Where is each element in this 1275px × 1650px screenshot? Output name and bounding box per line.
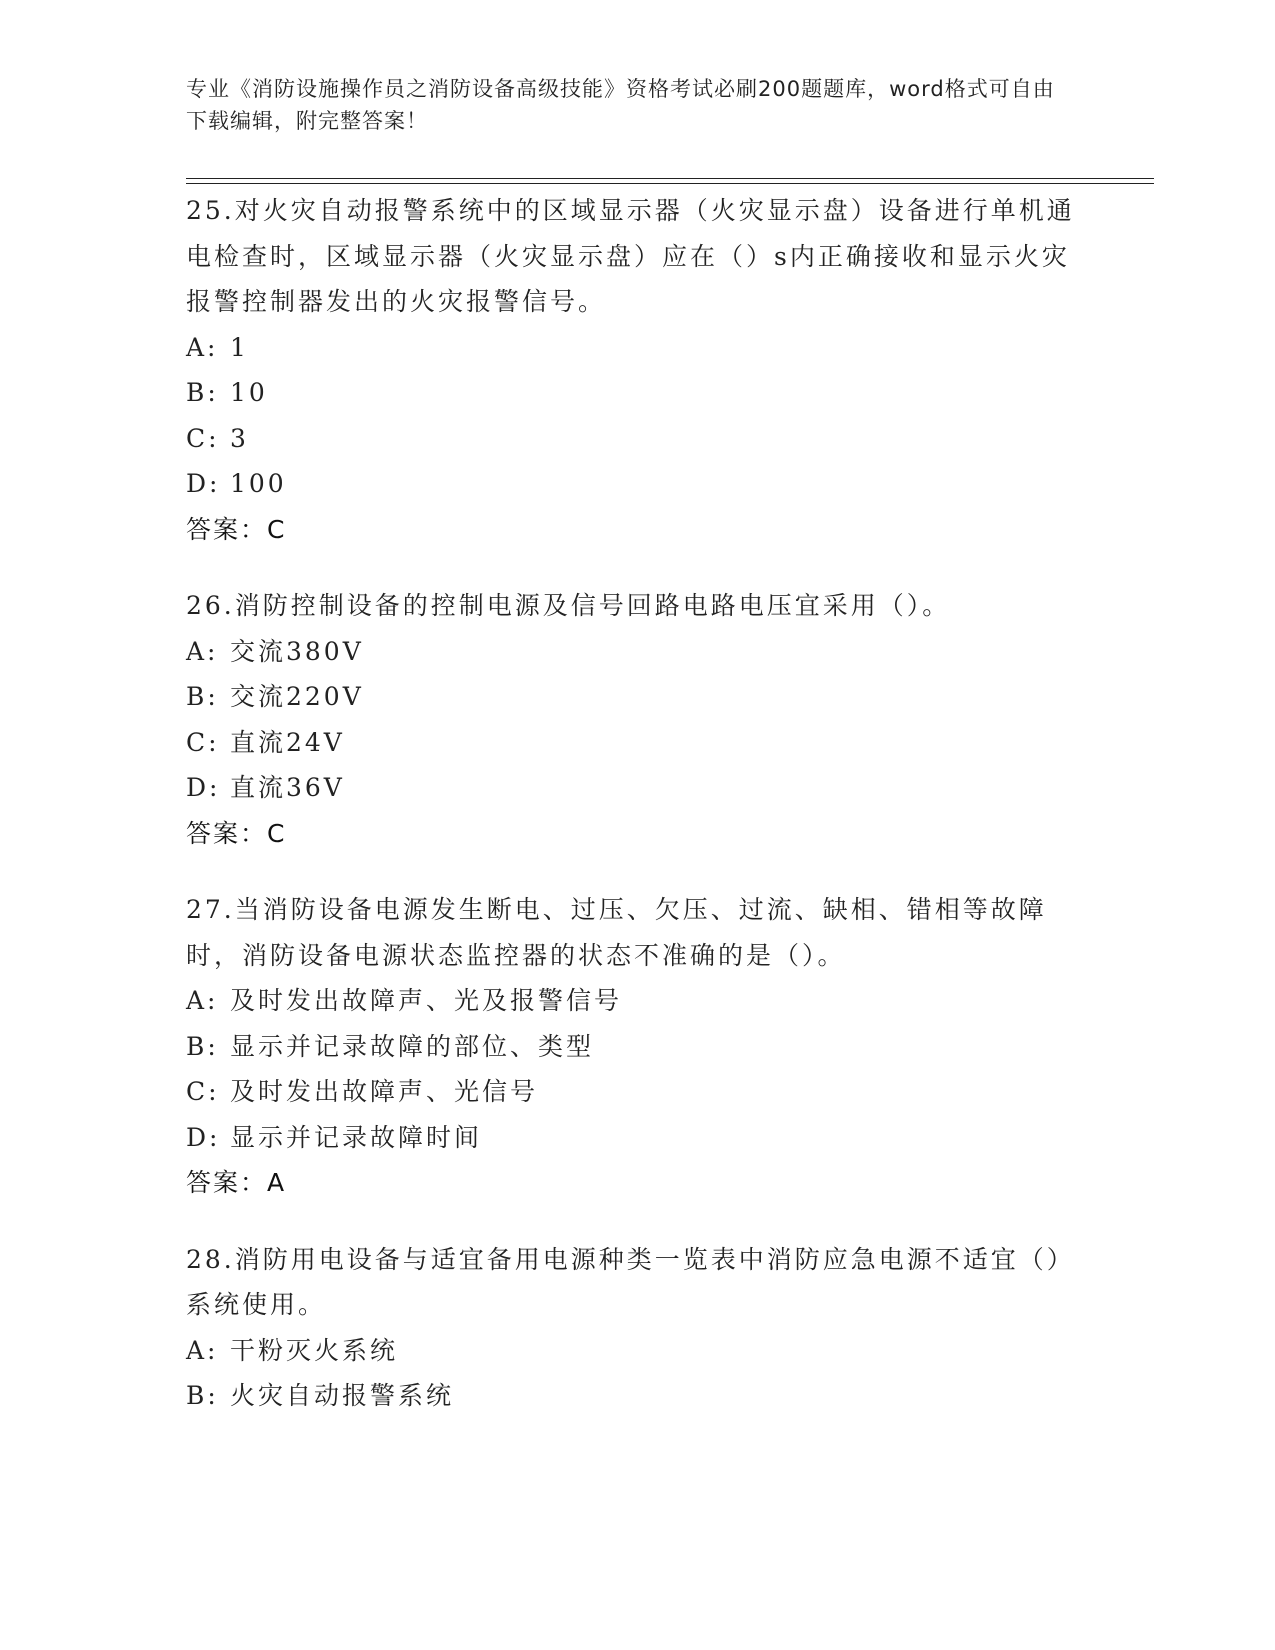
option-key: C: xyxy=(186,727,220,757)
option-key: B: xyxy=(186,682,219,711)
question-stem: 28.消防用电设备与适宜备用电源种类一览表中消防应急电源不适宜（）系统使用。 xyxy=(186,1244,1075,1319)
option-b xyxy=(186,674,1086,720)
option-text: 显示并记录故障时间 xyxy=(230,1122,483,1152)
answer-label: 答案：A xyxy=(186,1168,287,1197)
option-text: 干粉灭火系统 xyxy=(230,1335,399,1365)
option-d xyxy=(186,765,1086,811)
option-b xyxy=(186,1024,1086,1070)
option-text: 100 xyxy=(230,469,287,498)
answer-label: 答案：C xyxy=(186,514,287,544)
option-text: 1 xyxy=(230,332,249,362)
option-key: D: xyxy=(186,1122,221,1152)
option-key: C: xyxy=(186,423,220,453)
option-key: D: xyxy=(186,469,221,498)
option-text: 直流36V xyxy=(230,773,345,802)
option-text: 火灾自动报警系统 xyxy=(230,1381,455,1410)
option-key: A: xyxy=(186,636,219,666)
document-header: 专业《消防设施操作员之消防设备高级技能》资格考试必刷200题题库，word格式可自由下载编辑，附完整答案！ xyxy=(186,77,1055,133)
question-stem: 25.对火灾自动报警系统中的区域显示器（火灾显示盘）设备进行单机通电检查时，区域显示器（火灾显示盘）应在（）s内正确接收和显示火灾报警控制器发出的火灾报警信号。 xyxy=(186,196,1075,316)
question-stem: 27.当消防设备电源发生断电、过压、欠压、过流、缺相、错相等故障时，消防设备电源状态监控器的状态不准确的是（）。 xyxy=(186,895,1047,970)
answer-label: 答案：C xyxy=(186,818,287,848)
option-key: B: xyxy=(186,1381,219,1410)
question-28 xyxy=(186,1237,1086,1419)
option-key: A: xyxy=(186,1335,219,1365)
option-text: 10 xyxy=(230,378,268,407)
option-d xyxy=(186,461,1086,507)
option-a xyxy=(186,629,1086,675)
header-divider-top xyxy=(186,178,1154,179)
option-text: 交流380V xyxy=(230,636,364,666)
option-key: C: xyxy=(186,1077,220,1106)
option-a xyxy=(186,978,1086,1024)
option-text: 直流24V xyxy=(230,727,345,757)
option-a xyxy=(186,1328,1086,1374)
option-key: B: xyxy=(186,1031,219,1061)
option-d xyxy=(186,1115,1086,1161)
option-key: B: xyxy=(186,378,219,407)
option-a xyxy=(186,325,1086,371)
option-text: 及时发出故障声、光及报警信号 xyxy=(230,986,623,1015)
option-c xyxy=(186,1069,1086,1115)
option-text: 3 xyxy=(230,423,249,453)
option-c xyxy=(186,720,1086,766)
option-b xyxy=(186,1373,1086,1419)
question-list xyxy=(186,188,1086,1450)
question-25 xyxy=(186,188,1086,552)
question-26 xyxy=(186,583,1086,856)
question-27 xyxy=(186,887,1086,1206)
option-text: 交流220V xyxy=(230,682,364,711)
option-c xyxy=(186,416,1086,462)
question-stem: 26.消防控制设备的控制电源及信号回路电路电压宜采用（）。 xyxy=(186,591,951,620)
header-divider-bottom xyxy=(186,183,1154,184)
option-key: A: xyxy=(186,332,219,362)
option-text: 显示并记录故障的部位、类型 xyxy=(230,1031,595,1061)
option-key: A: xyxy=(186,986,219,1015)
option-text: 及时发出故障声、光信号 xyxy=(230,1077,539,1106)
option-b xyxy=(186,370,1086,416)
option-key: D: xyxy=(186,773,221,802)
